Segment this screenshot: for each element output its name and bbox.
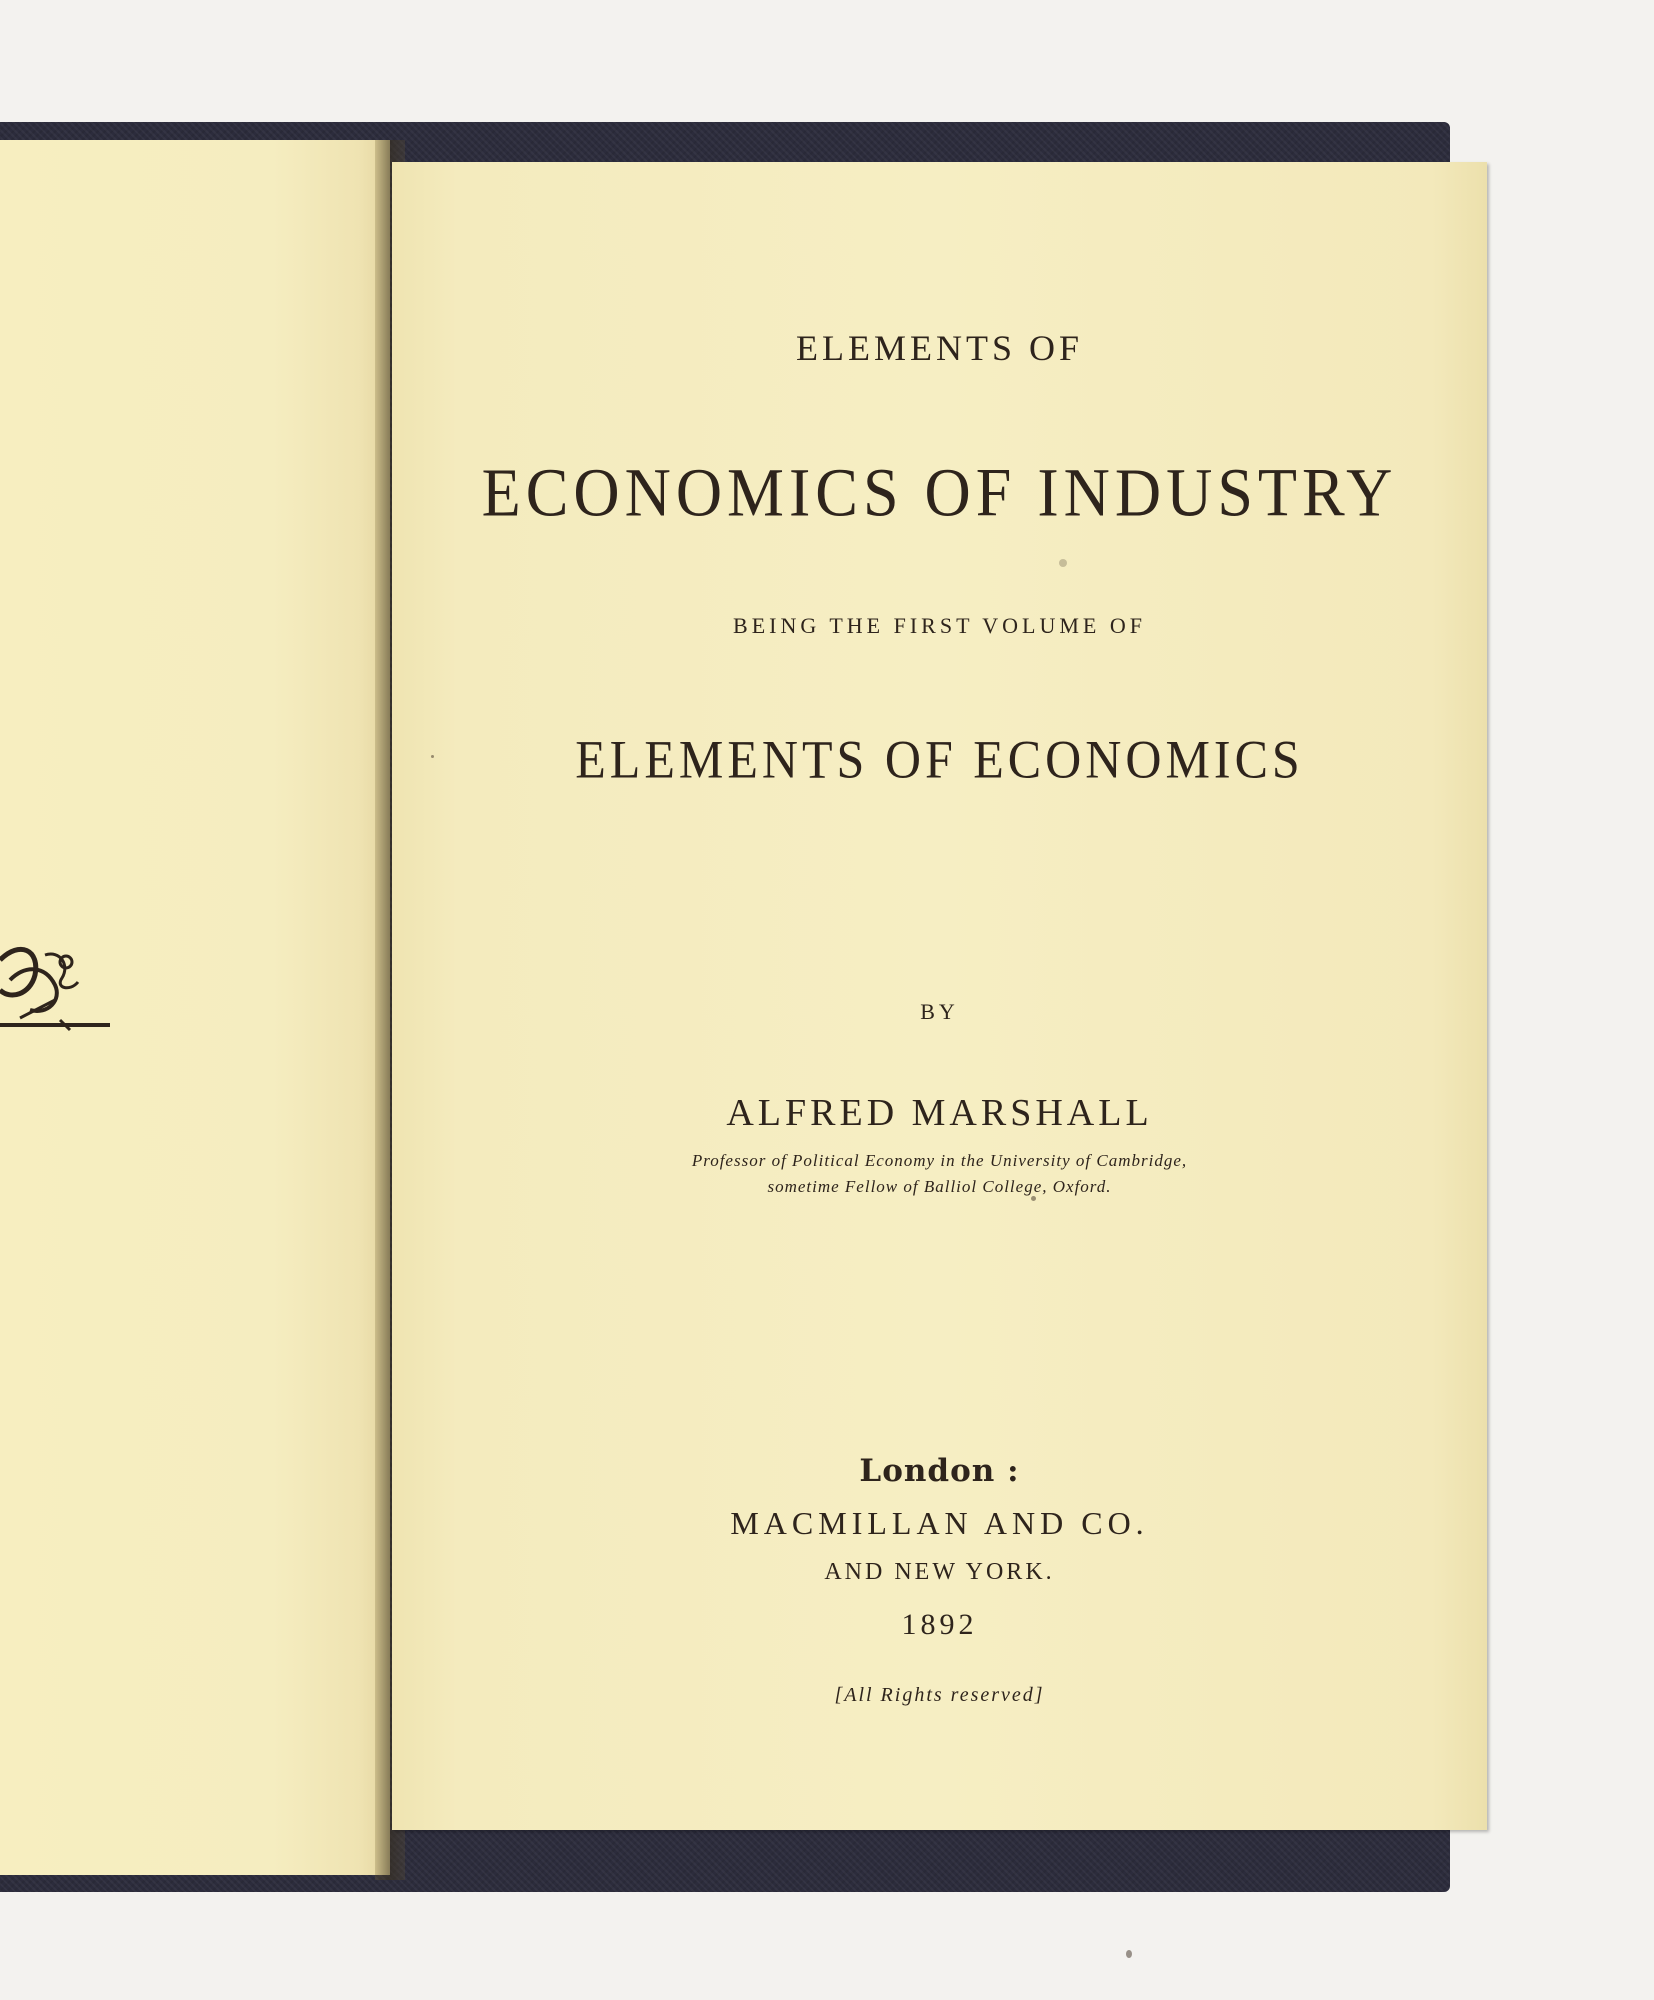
- paper-speck: [1031, 1196, 1036, 1201]
- book-title: ECONOMICS OF INDUSTRY: [481, 454, 1398, 531]
- publication-place: London :: [859, 1453, 1020, 1489]
- author-affiliation-line-2: sometime Fellow of Balliol College, Oxford.: [767, 1177, 1112, 1196]
- series-title: ELEMENTS OF ECONOMICS: [575, 728, 1304, 790]
- publication-year: 1892: [901, 1608, 978, 1641]
- author-affiliation-line-1: Professor of Political Economy in the University of Cambridge,: [691, 1151, 1188, 1170]
- author-name: ALFRED MARSHALL: [726, 1092, 1153, 1134]
- volume-note: BEING THE FIRST VOLUME OF: [733, 613, 1146, 638]
- printer-device-ornament: [0, 930, 120, 1040]
- publisher-location: AND NEW YORK.: [824, 1559, 1055, 1585]
- title-line-elements-of: ELEMENTS OF: [796, 328, 1083, 368]
- by-line: BY: [920, 999, 959, 1024]
- table-speck: [1126, 1950, 1132, 1958]
- rights-notice: [All Rights reserved]: [834, 1684, 1045, 1706]
- paper-speck: [1059, 559, 1067, 567]
- paper-speck: [431, 755, 434, 758]
- publisher-name: MACMILLAN AND CO.: [730, 1505, 1149, 1541]
